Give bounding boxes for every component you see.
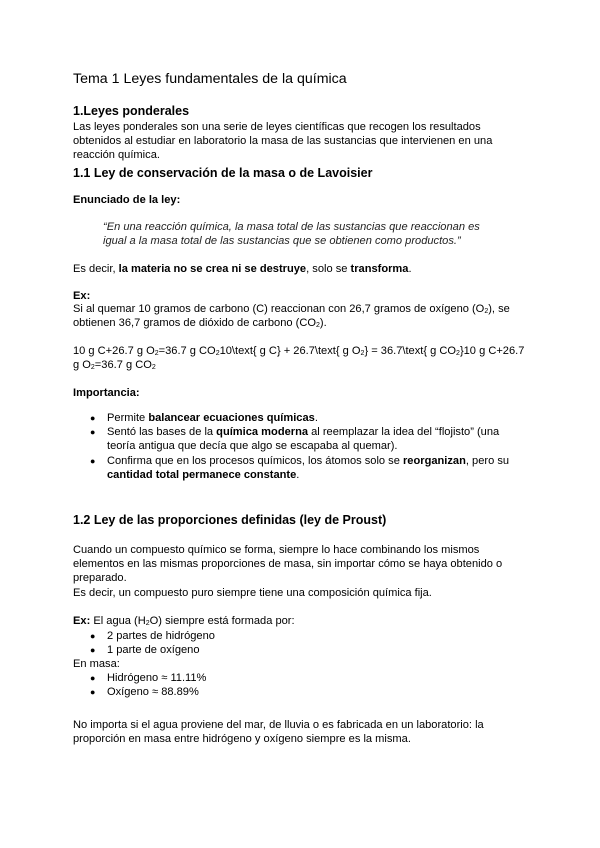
bullet-icon: ●: [90, 413, 96, 423]
section-heading-proust: 1.2 Ley de las proporciones definidas (ley de Proust): [73, 513, 387, 527]
list-item: ● Sentó las bases de la química moderna al reemplazar la idea del “flojisto” (una teoría antigua que decía que algo se escapaba al quemar).: [90, 426, 500, 453]
list-item: ● 2 partes de hidrógeno: [90, 630, 215, 642]
proust-paragraph: [73, 543, 543, 600]
list-item: ● Hidrógeno ≈ 11.11%: [90, 672, 207, 684]
enunciado-label: Enunciado de la ley:: [73, 194, 181, 206]
list-item: ● Confirma que en los procesos químicos, los átomos solo se reorganizan, pero su cantidad total permanece constante.: [90, 454, 510, 481]
list-item: ● Permite balancear ecuaciones químicas.: [90, 412, 318, 424]
bullet-icon: ●: [90, 631, 96, 641]
list-item: ● 1 parte de oxígeno: [90, 644, 200, 657]
law-quote: [103, 220, 480, 248]
bullet-icon: ●: [90, 673, 96, 683]
text-line: No importa si el agua proviene del mar, de lluvia o es fabricada en un laboratorio: la: [73, 719, 484, 731]
importancia-list: [88, 411, 543, 482]
proust-example: Ex: El agua $(H_2O)$ siempre está formada por:: [73, 615, 295, 627]
section-heading-lavoisier: 1.1 Ley de conservación de la masa o de Lavoisier: [73, 166, 373, 180]
text-line: proporción en masa entre hidrógeno y oxígeno siempre es la misma.: [73, 733, 411, 746]
en-masa-label: En masa:: [73, 658, 120, 670]
es-decir-paragraph: Es decir, la materia no se crea ni se destruye, solo se transforma.: [73, 263, 412, 275]
importancia-label: Importancia:: [73, 387, 140, 399]
text-line: preparado.: [73, 572, 127, 585]
text-line: Es decir, un compuesto puro siempre tiene una composición química fija.: [73, 586, 432, 599]
page-title: Tema 1 Leyes fundamentales de la química: [73, 71, 347, 87]
text-line: reacción química.: [73, 149, 160, 162]
bullet-icon: ●: [90, 687, 96, 698]
text-line: Las leyes ponderales son una serie de leyes científicas que recogen los resultados: [73, 121, 481, 133]
mass-percent-list: [88, 671, 206, 699]
bullet-icon: ●: [90, 455, 96, 466]
quote-line: “En una reacción química, la masa total de las sustancias que reaccionan es: [103, 221, 480, 233]
quote-line: igual a la masa total de las sustancias que se obtienen como productos.”: [103, 235, 461, 248]
text-line: Cuando un compuesto químico se forma, siempre lo hace combinando los mismos: [73, 544, 480, 556]
section-heading-leyes-ponderales: 1.Leyes ponderales: [73, 104, 190, 118]
equation-line: g $O_2=36.7$ g $CO_2$: [73, 359, 156, 372]
water-parts-list: [88, 629, 215, 657]
bullet-icon: ●: [90, 645, 96, 656]
text-line: Si al quemar 10 gramos de carbono (C) reaccionan con 26,7 gramos de oxígeno $(O_2)$, se: [73, 303, 510, 315]
text-line: obtenidos al estudiar en laboratorio la masa de las sustancias que intervienen en una: [73, 135, 493, 148]
equation-text: [73, 344, 543, 372]
list-item: ● Oxígeno ≈ 88.89%: [90, 686, 199, 699]
text-line: elementos en las mismas proporciones de masa, sin importar cómo se haya obtenido o: [73, 558, 503, 571]
closing-paragraph: [73, 718, 543, 746]
example-label: Ex:: [73, 290, 91, 302]
section-paragraph-leyes-ponderales: [73, 120, 543, 163]
text-line: obtienen 36,7 gramos de dióxido de carbono $(CO_2)$.: [73, 317, 327, 330]
bullet-icon: ●: [90, 427, 96, 438]
example-text: [73, 302, 510, 330]
equation-line: 10 g C+26.7 g $O_2=36.7$ g $CO_210\backslash text${ g C} + 26.7\text{ g $O_2$} = 36.7\text{ g $CO_2\}10$ g C+26.7: [73, 345, 525, 357]
